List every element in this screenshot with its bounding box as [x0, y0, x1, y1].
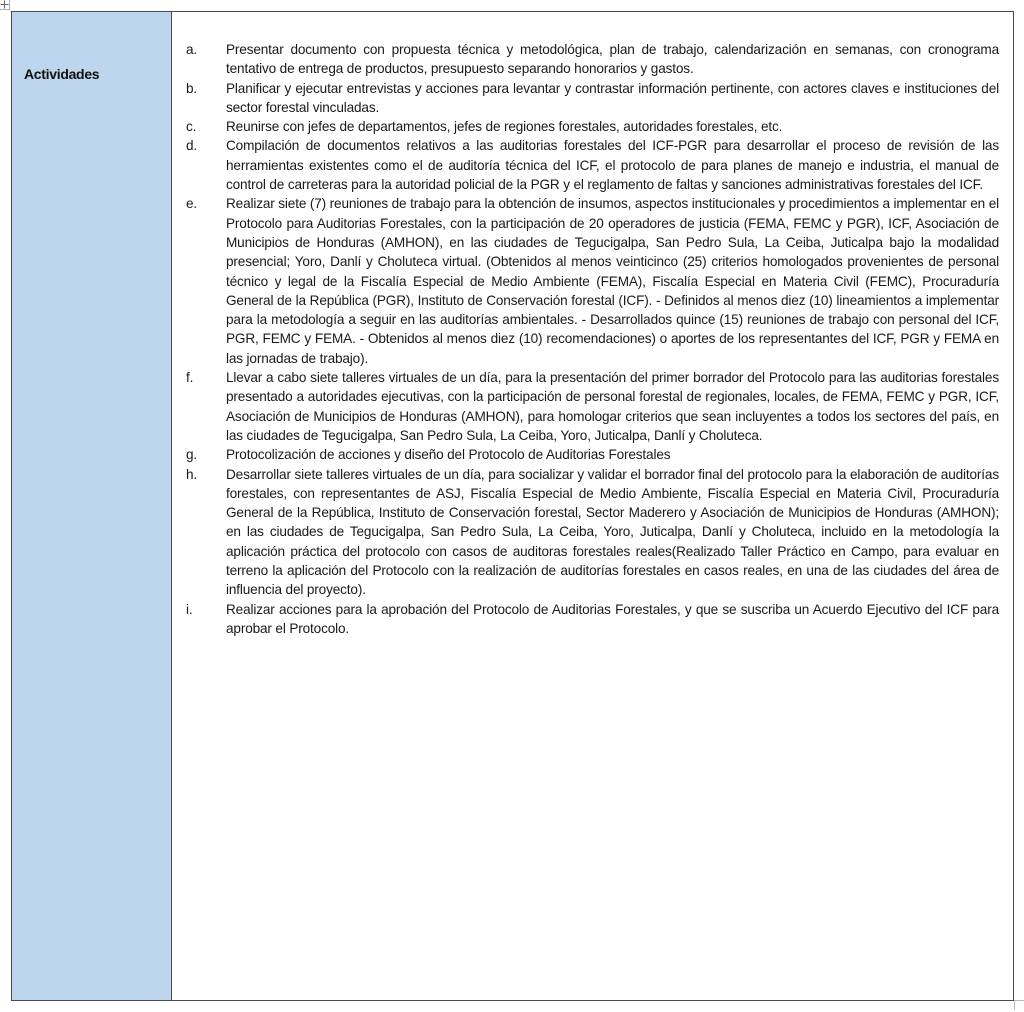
table-resize-handle[interactable]: [1014, 1000, 1024, 1010]
activity-text: Planificar y ejecutar entrevistas y acciones para levantar y contrastar información pertinente, con actores claves e instituciones del sector forestal vinculadas.: [226, 80, 999, 115]
list-item: [172, 445, 999, 464]
list-item: [172, 465, 999, 600]
activities-table: [11, 11, 1014, 1001]
activity-text: Reunirse con jefes de departamentos, jefes de regiones forestales, autoridades forestales, etc.: [226, 119, 783, 135]
activity-text: Llevar a cabo siete talleres virtuales de un día, para la presentación del primer borrador del Protocolo para las auditorias forestales presentado a autoridades ejecutivas, con la participación de personal forestal de regionales, locales, de FEMA, FEMC y PGR, ICF, Asociación de Municipios de Honduras (AMHON), para homologar criterios que sean incluyentes a todos los sectores del país, en las ciudades de Tegucigalpa, San Pedro Sula, La Ceiba, Yoro, Juticalpa, Danlí y Choluteca.: [226, 370, 999, 443]
activities-content-cell: [172, 12, 1014, 1001]
activity-text: Compilación de documentos relativos a las auditorias forestales del ICF-PGR para desarrollar el proceso de revisión de las herramientas existentes como el de auditoría técnica del ICF, el protocolo de para planes de manejo e industria, el manual de control de carreteras para la autoridad policial de la PGR y el reglamento de faltas y sanciones administrativas forestales del ICF.: [226, 138, 999, 193]
table-row: [12, 12, 1014, 1001]
list-marker: e.: [186, 196, 198, 212]
activity-text: Presentar documento con propuesta técnica y metodológica, plan de trabajo, calendarización en semanas, con cronograma tentativo de entrega de productos, presupuesto separando honorarios y gastos.: [226, 42, 999, 77]
list-item: [172, 79, 999, 118]
list-marker: i.: [186, 601, 193, 617]
list-marker: f.: [186, 370, 194, 386]
list-marker: a.: [186, 42, 198, 57]
list-marker: d.: [186, 138, 198, 154]
list-item: [172, 136, 999, 194]
list-item: [172, 117, 999, 136]
list-marker: h.: [186, 466, 198, 482]
section-label-cell: [12, 12, 172, 1001]
table-move-handle-icon[interactable]: [0, 0, 10, 10]
activity-text: Realizar acciones para la aprobación del Protocolo de Auditorias Forestales, y que se suscriba un Acuerdo Ejecutivo del ICF para aprobar el Protocolo.: [226, 601, 999, 636]
list-item: [172, 194, 999, 368]
activity-text: Protocolización de acciones y diseño del Protocolo de Auditorias Forestales: [226, 447, 671, 463]
list-item: [172, 368, 999, 445]
list-marker: c.: [186, 119, 197, 135]
list-item: [172, 600, 999, 639]
activities-list: [172, 40, 999, 638]
activity-text: Realizar siete (7) reuniones de trabajo para la obtención de insumos, aspectos institucionales y procedimientos a implementar en el Protocolo para Auditorias Forestales, con la participación de 20 operadores de justicia (FEMA, FEMC y PGR), ICF, Asociación de Municipios de Honduras (AMHON), en las ciudades de Tegucigalpa, San Pedro Sula, La Ceiba, Juticalpa bajo la modalidad presencial; Yoro, Danlí y Choluteca virtual. (Obtenidos al menos veinticinco (25) criterios homologados provenientes de personal técnico y legal de la Fiscalía Especial de Medio Ambiente (FEMA), Fiscalía Especial en Materia Civil (FEMC), Procuraduría General de la República (PGR), Instituto de Conservación forestal (ICF). - Definidos al menos diez (10) lineamientos a implementar para la metodología a seguir en las auditorías ambientales. - Desarrollados quince (15) reuniones de trabajo con personal del ICF, PGR, FEMC y FEMA. - Obtenidos al menos diez (10) recomendaciones) o aportes de los representantes del ICF, PGR y FEMA en las jornadas de trabajo).: [226, 196, 999, 366]
list-item: [172, 40, 999, 79]
section-label: Actividades: [24, 66, 100, 82]
activity-text: Desarrollar siete talleres virtuales de un día, para socializar y validar el borrador final del protocolo para la elaboración de auditorías forestales, con representantes de ASJ, Fiscalía Especial de Medio Ambiente, Fiscalía Especial en Materia Civil, Procuraduría General de la República, Instituto de Conservación forestal, Sector Maderero y Asociación de Municipios de Honduras (AMHON); en las ciudades de Tegucigalpa, San Pedro Sula, La Ceiba, Yoro, Juticalpa, Danlí y Choluteca, incluido en la metodología la aplicación práctica del protocolo con casos de auditoras forestales reales(Realizado Taller Práctico en Campo, para evaluar en terreno la aplicación del Protocolo con la realización de auditorías forestales en casos reales, en una de las ciudades del área de influencia del proyecto).: [226, 466, 999, 598]
list-marker: b.: [186, 80, 198, 96]
list-marker: g.: [186, 447, 198, 463]
